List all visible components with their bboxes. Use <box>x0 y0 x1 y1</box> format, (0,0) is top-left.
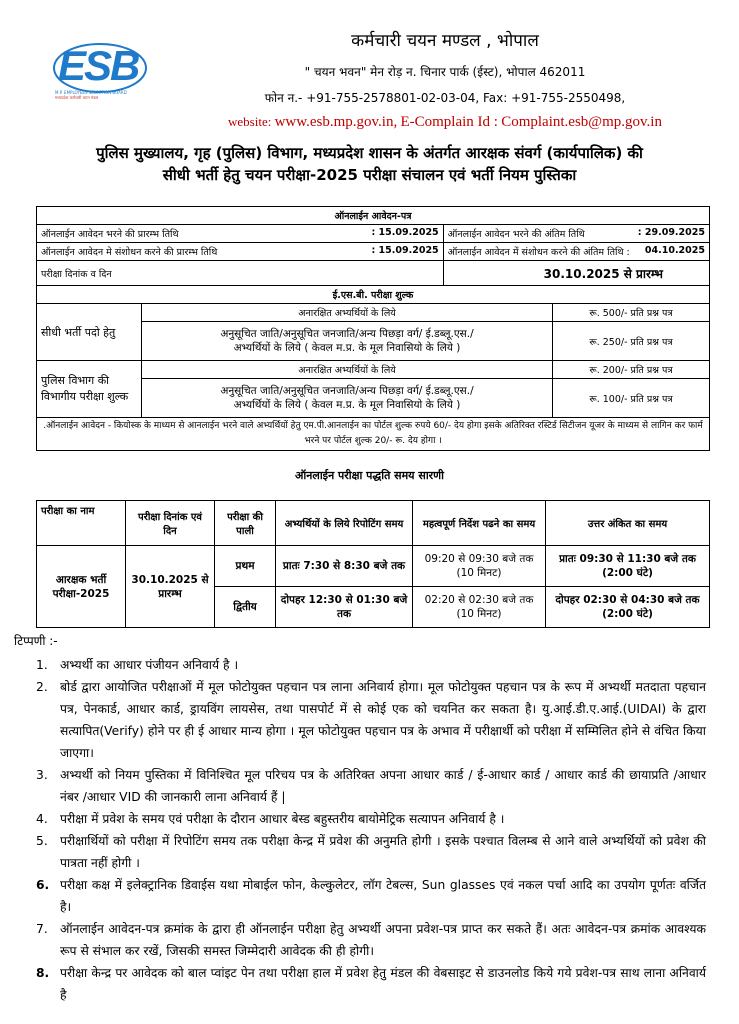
header-reading-time: महत्वपूर्ण निर्देश पढने का समय <box>413 501 546 546</box>
application-fee-table <box>36 206 710 451</box>
end-label: ऑनलाईन आवेदन भरने की अंतिम तिथि <box>447 229 585 240</box>
police-reserved-label <box>142 379 553 418</box>
note-item <box>36 654 706 676</box>
note-text: परीक्षा कक्ष में इलेक्ट्रानिक डिवाईस यथा मोबाईल फोन, केल्कुलेटर, लॉग टेबल्स, Sun glasses एवं नकल पर्चा आदि का उपयोग पूर्णतः वर्जित है। <box>60 878 706 914</box>
note-text: परीक्षार्थियों को परीक्षा में रिपोटिंग समय तक परीक्षा केन्द्र में प्रवेश की अनुमति होगी । इसके पश्चात विलम्ब से आने वाले अभ्यर्थियों को प्रवेश की पात्रता नहीं होगी । <box>60 834 706 870</box>
shift-1-answer: प्रातः 09:30 से 11:30 बजे तक (2:00 घंटे) <box>546 546 710 587</box>
complain-label: E-Complain Id : <box>400 114 498 130</box>
police-reserved-line-1: अनुसूचित जाति/अनुसूचित जनजाति/अन्य पिछड़ा वर्ग/ ई.डब्लू.एस./ <box>220 385 474 397</box>
portal-fee-note: .ऑनलाईन आवेदन - कियोस्क के माध्यम से आनलाईन भरने वाले अभ्यर्थियों हेतु एम.पी.आनलाईन का पोर्टल शुल्क रुपये 60/- देय होगा इसके अतिरिक्त रस्टिर्ड सिटीजन यूजर के माध्यम से लागिन कर फार्म भरने पर पोर्टल शुल्क 20/- रू. देय होगा । <box>37 418 710 451</box>
page-title <box>20 142 719 186</box>
website-label: website: <box>228 114 272 129</box>
note-number: 4. <box>36 812 48 826</box>
police-general-label: अनारक्षित अभ्यर्थियों के लिये <box>142 361 553 379</box>
edit-end-label: ऑनलाईन आवेदन में संशोधन करने की अंतिम तिथि : <box>447 247 630 258</box>
direct-recruitment-label: सीधी भर्ती पदो हेतु <box>37 304 142 361</box>
logo-subtitle-en: M.P. EMPLOYEES SELECTION BOARD <box>55 90 127 95</box>
exam-name: आरक्षक भर्ती परीक्षा-2025 <box>37 546 126 628</box>
end-date: : 29.09.2025 <box>637 227 705 238</box>
start-label: ऑनलाईन आवेदन भरने की प्रारम्भ तिथि <box>41 229 179 240</box>
schedule-caption: ऑनलाईन परीक्षा पद्धति समय सारणी <box>295 469 444 482</box>
header-exam-date: परीक्षा दिनांक एवं दिन <box>126 501 215 546</box>
note-item <box>36 764 706 808</box>
note-number: 1. <box>36 658 48 672</box>
shift-1-reading: 09:20 से 09:30 बजे तक (10 मिनट) <box>413 546 546 587</box>
edit-start-date: : 15.09.2025 <box>371 245 439 256</box>
logo-text: ESB <box>58 42 139 89</box>
police-reserved-fee: रू. 100/- प्रति प्रश्न पत्र <box>553 379 710 418</box>
title-line-1: पुलिस मुख्यालय, गृह (पुलिस) विभाग, मध्यप्रदेश शासन के अंतर्गत आरक्षक संवर्ग (कार्यपालिक) की <box>96 144 643 162</box>
start-date-cell <box>37 225 444 243</box>
direct-reserved-line-1: अनुसूचित जाति/अनुसूचित जनजाति/अन्य पिछड़ा वर्ग/ ई.डब्लू.एस./ <box>220 328 474 340</box>
note-text: परीक्षा में प्रवेश के समय एवं परीक्षा के दौरान आधार बेस्ड बहुस्तरीय बायोमेट्रिक सत्यापन अनिवार्य है । <box>60 812 505 826</box>
note-text: अभ्यर्थी को नियम पुस्तिका में विनिश्चित मूल परिचय पत्र के अतिरिक्त अपना आधार कार्ड / ई-आधार कार्ड / आधार कार्ड की छायाप्रति /आधार नंबर /आधार VID की जानकारी लाना अनिवार्य हैं | <box>60 768 706 804</box>
police-general-fee: रू. 200/- प्रति प्रश्न पत्र <box>553 361 710 379</box>
website-link[interactable]: www.esb.mp.gov.in, <box>274 114 398 130</box>
police-dept-label: पुलिस विभाग की विभागीय परीक्षा शुल्क <box>37 361 142 418</box>
title-line-2: सीधी भर्ती हेतु चयन परीक्षा-2025 परीक्षा संचालन एवं भर्ती नियम पुस्तिका <box>162 166 577 184</box>
shift-1-reporting: प्रातः 7:30 से 8:30 बजे तक <box>276 546 413 587</box>
note-number: 5. <box>36 834 48 848</box>
fee-heading: ई.एस.बी. परीक्षा शुल्क <box>37 286 710 304</box>
note-item <box>36 808 706 830</box>
note-text: ऑनलाईन आवेदन-पत्र क्रमांक के द्वारा ही ऑनलाईन परीक्षा हेतु अभ्यर्थी अपना प्रवेश-पत्र प्राप्त कर सकते हैं। अतः आवेदन-पत्र क्रमांक आवश्यक रूप से संभाल कर रखें, जिसकी समस्त जिम्मेदारी आवेदक की ही होगी। <box>60 922 706 958</box>
shift-1: प्रथम <box>215 546 276 587</box>
direct-general-label: अनारक्षित अभ्यर्थियों के लिये <box>142 304 553 322</box>
header-answer-time: उत्तर अंकित का समय <box>546 501 710 546</box>
shift-2-answer: दोपहर 02:30 से 04:30 बजे तक (2:00 घंटे) <box>546 587 710 628</box>
shift-2-reporting: दोपहर 12:30 से 01:30 बजे तक <box>276 587 413 628</box>
org-name: कर्मचारी चयन मण्डल , भोपाल <box>351 31 539 51</box>
shift-2-reading: 02:20 से 02:30 बजे तक (10 मिनट) <box>413 587 546 628</box>
exam-start-date: 30.10.2025 से प्रारम्भ <box>126 546 215 628</box>
police-reserved-line-2: अभ्यर्थियों के लिये ( केवल म.प्र. के मूल निवासियो के लिये ) <box>233 399 461 411</box>
direct-reserved-label <box>142 322 553 361</box>
note-number: 8. <box>36 966 50 980</box>
note-text: अभ्यर्थी का आधार पंजीयन अनिवार्य है । <box>60 658 239 672</box>
notes-heading: टिप्पणी :- <box>14 634 58 648</box>
website-line <box>160 114 730 131</box>
direct-reserved-line-2: अभ्यर्थियों के लिये ( केवल म.प्र. के मूल निवासियो के लिये ) <box>233 342 461 354</box>
note-number: 7. <box>36 922 48 936</box>
end-date-cell <box>443 225 709 243</box>
note-item <box>36 676 706 764</box>
note-number: 6. <box>36 878 50 892</box>
start-date: : 15.09.2025 <box>371 227 439 238</box>
exam-date: 30.10.2025 से प्रारम्भ <box>443 261 709 286</box>
header-shift: परीक्षा की पाली <box>215 501 276 546</box>
phone-fax: फोन न.- +91-755-2578801-02-03-04, Fax: +91-755-2550498, <box>264 91 626 105</box>
note-text: बोर्ड द्वारा आयोजित परीक्षाओं में मूल फोटोयुक्त पहचान पत्र लाना अनिवार्य होगा। मूल फोटोयुक्त पहचान पत्र के रूप में अभ्यर्थी मतदाता पहचान पत्र, पेनकार्ड, आधार कार्ड, ड्रायविंग लायसेस, तथा पासपोर्ट में से कोई एक को चयनित कर सकता है। यु.आई.डी.ए.आई.(UIDAI) के द्वारा सत्यापित(Verify) होने पर ही ई आधार मान्य होगा । मूल फोटोयुक्त पहचान पत्र के अभाव में परीक्षार्थी को परीक्षा में सम्मिलित होने से वंचित किया जाएगा। <box>60 680 706 760</box>
header-reporting-time: अभ्यर्थियों के लिये रिपोटिंग समय <box>276 501 413 546</box>
exam-date-label: परीक्षा दिनांक व दिन <box>37 261 444 286</box>
notes-list <box>36 654 706 1006</box>
direct-reserved-fee: रू. 250/- प्रति प्रश्न पत्र <box>553 322 710 361</box>
header-exam-name: परीक्षा का नाम <box>37 501 126 546</box>
edit-start-label: ऑनलाईन आवेदन मे संशोधन करने की प्रारम्भ तिथि <box>41 247 218 258</box>
complain-email[interactable]: Complaint.esb@mp.gov.in <box>501 114 662 130</box>
note-item <box>36 962 706 1006</box>
note-number: 2. <box>36 680 48 694</box>
edit-end-cell <box>443 243 709 261</box>
schedule-table <box>36 500 710 628</box>
edit-end-date: 04.10.2025 <box>644 245 705 256</box>
application-heading: ऑनलाईन आवेदन-पत्र <box>37 207 710 225</box>
direct-general-fee: रू. 500/- प्रति प्रश्न पत्र <box>553 304 710 322</box>
edit-start-cell <box>37 243 444 261</box>
note-item <box>36 918 706 962</box>
note-item <box>36 874 706 918</box>
logo-subtitle-hi: मध्यप्रदेश कर्मचारी चयन मंडल <box>55 95 99 100</box>
shift-2: द्वितीय <box>215 587 276 628</box>
address: " चयन भवन" मेन रोड़ न. चिनार पार्क (ईस्ट), भोपाल 462011 <box>304 65 586 79</box>
note-text: परीक्षा केन्द्र पर आवेदक को बाल प्वांइट पेन तथा परीक्षा हाल में प्रवेश हेतु मंडल की वेबसाइट से डाउनलोड किये गये प्रवेश-पत्र साथ लाना अनिवार्य है <box>60 966 706 1002</box>
note-number: 3. <box>36 768 48 782</box>
note-item <box>36 830 706 874</box>
